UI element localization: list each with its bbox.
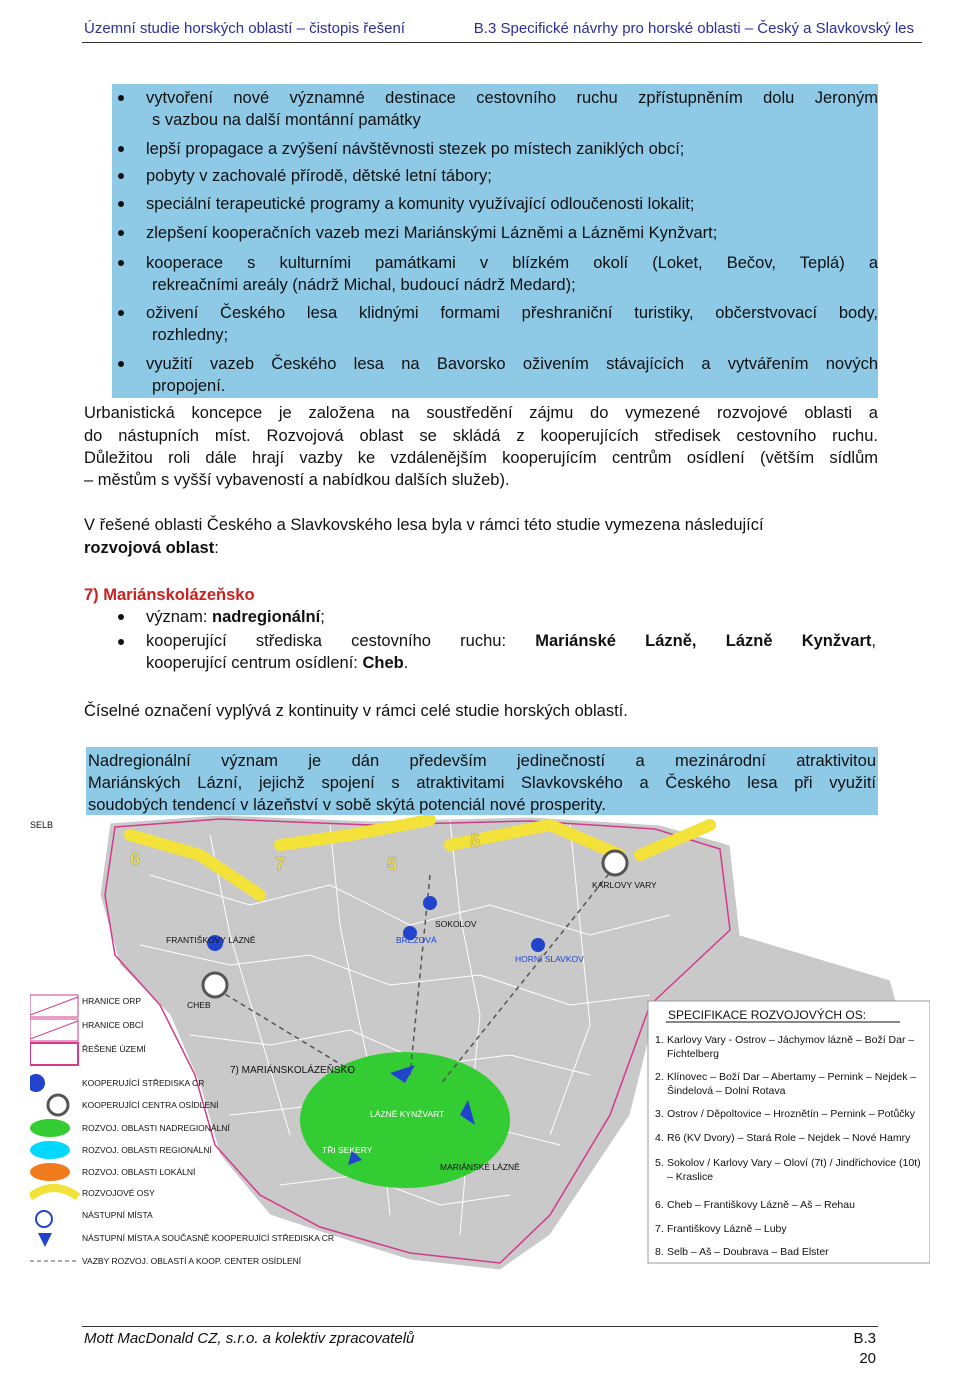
bullet-dot — [118, 146, 124, 152]
legend-label: KOOPERUJÍCÍ CENTRA OSÍDLENÍ — [82, 1100, 219, 1110]
label-selb: SELB — [30, 820, 54, 830]
spec-number: 1. — [655, 1034, 664, 1046]
region-settlement-centre — [146, 652, 878, 674]
bullet-dot — [118, 614, 124, 620]
spec-text: Františkovy Lázně – Luby — [667, 1223, 787, 1235]
footer-section: B.3 — [853, 1330, 876, 1347]
list-item: kooperace s kulturními památkami v blízkém okolí (Loket, Bečov, Teplá) a — [146, 254, 878, 272]
paragraph-line: – městům s vyšší vybaveností a nabídkou dalších služeb). — [84, 471, 510, 489]
bullet-dot — [118, 361, 124, 367]
spec-number: 3. — [655, 1108, 664, 1120]
place-label: HORNÍ SLAVKOV — [515, 954, 584, 964]
box-line: Mariánských Lázní, jejichž spojení s atraktivitami Slavkovského a Českého lesa při využití — [88, 774, 876, 792]
place-label: TŘI SEKERY — [322, 1145, 373, 1155]
bullet-dot — [118, 173, 124, 179]
punctuation: . — [403, 654, 409, 672]
bold-term: rozvojová oblast — [84, 539, 215, 557]
header-left: Územní studie horských oblastí – čistopis řešení — [84, 20, 405, 37]
spec-text: Cheb – Františkovy Lázně – Aš – Rehau — [667, 1199, 855, 1211]
place-label: CHEB — [187, 1000, 211, 1010]
box-line: Nadregionální význam je dán především jedinečností a mezinárodní atraktivitou — [88, 752, 876, 770]
paragraph-numbering-note: Číselné označení vyplývá z kontinuity v rámci celé studie horských oblastí. — [84, 702, 628, 720]
region-map-label: 7) MARIÁNSKOLÁZEŇSKO — [230, 1065, 356, 1076]
region-importance — [146, 606, 878, 628]
punctuation: ; — [320, 608, 325, 626]
spec-number: 6. — [655, 1199, 664, 1211]
list-item: pobyty v zachovalé přírodě, dětské letní tábory; — [146, 167, 492, 185]
list-item: oživení Českého lesa klidnými formami přeshraniční turistiky, občerstvovací body, — [146, 304, 878, 322]
place-label: FRANTIŠKOVY LÁZNĚ — [166, 935, 256, 945]
place-label: SOKOLOV — [435, 919, 477, 929]
legend-label: ROZVOJ. OBLASTI REGIONÁLNÍ — [82, 1145, 212, 1155]
axis-specification — [648, 1001, 930, 1263]
spec-text: Sokolov / Karlovy Vary – Oloví (7t) / Jindřichovice (10t) — [667, 1157, 921, 1169]
bullet-dot — [118, 310, 124, 316]
legend-label: HRANICE ORP — [82, 996, 142, 1006]
region-map — [30, 815, 930, 1275]
list-item: využití vazeb Českého lesa na Bavorsko oživením stávajících a vytvářením nových — [146, 355, 878, 373]
list-item-cont: rozhledny; — [152, 326, 229, 344]
list-item-cont: propojení. — [152, 377, 226, 395]
spec-title: SPECIFIKACE ROZVOJOVÝCH OS: — [668, 1008, 867, 1022]
spec-text: Karlovy Vary - Ostrov – Jáchymov lázně – Boží Dar – — [667, 1034, 915, 1046]
spec-text: R6 (KV Dvory) – Stará Role – Nejdek – Nové Hamry — [667, 1132, 911, 1144]
bullet-dot — [118, 201, 124, 207]
place-label: MARIÁNSKÉ LÁZNĚ — [440, 1162, 520, 1172]
region-tourism-centres — [146, 630, 876, 652]
axis-number: 5 — [470, 831, 481, 851]
label-text: kooperující střediska cestovního ruchu: — [146, 632, 536, 650]
legend-label: HRANICE OBCÍ — [82, 1020, 144, 1030]
bullet-dot — [118, 95, 124, 101]
place-label: BŘEZOVÁ — [396, 935, 437, 945]
legend-label: ŘEŠENÉ ÚZEMÍ — [82, 1044, 146, 1054]
axis-number: 5 — [387, 854, 398, 874]
spec-text: Ostrov / Děpoltovice – Hroznětín – Pernink – Potůčky — [667, 1108, 916, 1120]
paragraph-line: Důležitou roli dále hrají vazby ke vzdálenějším kooperujícím centrům osídlení (větším sídlům — [84, 449, 878, 467]
header-right: B.3 Specifické návrhy pro horské oblasti – Český a Slavkovský les — [473, 20, 914, 37]
list-item: vytvoření nové významné destinace cestovního ruchu zpřístupněním dolu Jeroným — [146, 89, 878, 107]
paragraph-line: V řešené oblasti Českého a Slavkovského lesa byla v rámci této studie vymezena následující — [84, 516, 764, 534]
punctuation: , — [871, 632, 876, 650]
place-label: KARLOVY VARY — [592, 880, 657, 890]
label-text: kooperující centrum osídlení: — [146, 654, 363, 672]
spec-number: 7. — [655, 1223, 664, 1235]
region-title: 7) Mariánskolázeňsko — [84, 586, 255, 604]
bullet-dot — [118, 230, 124, 236]
bold-term: Mariánské Lázně, Lázně Kynžvart — [535, 632, 872, 650]
axis-number: 6 — [130, 849, 141, 869]
legend-label: KOOPERUJÍCÍ STŘEDISKA CR — [82, 1078, 205, 1088]
footer-author: Mott MacDonald CZ, s.r.o. a kolektiv zpracovatelů — [84, 1330, 415, 1347]
spec-number: 4. — [655, 1132, 664, 1144]
list-item-cont: rekreačními areály (nádrž Michal, budoucí nádrž Medard); — [152, 276, 576, 294]
spec-text: Selb – Aš – Doubrava – Bad Elster — [667, 1246, 829, 1258]
spec-text: Fichtelberg — [667, 1048, 719, 1060]
list-item: speciální terapeutické programy a komunity využívající odloučenosti lokalit; — [146, 195, 695, 213]
punctuation: : — [214, 539, 219, 557]
page-number: 20 — [859, 1350, 876, 1367]
bullet-dot — [118, 639, 124, 645]
bullet-dot — [118, 260, 124, 266]
list-item: lepší propagace a zvýšení návštěvnosti stezek po místech zaniklých obcí; — [146, 140, 685, 158]
legend-label: NÁSTUPNÍ MÍSTA — [82, 1210, 153, 1220]
paragraph-line — [84, 537, 878, 559]
spec-number: 8. — [655, 1246, 664, 1258]
legend-label: NÁSTUPNÍ MÍSTA A SOUČASNĚ KOOPERUJÍCÍ STŘEDISKA CR — [82, 1233, 335, 1243]
list-item: zlepšení kooperačních vazeb mezi Mariánskými Lázněmi a Lázněmi Kynžvart; — [146, 224, 718, 242]
label-text: význam: — [146, 608, 213, 626]
footer-divider — [82, 1326, 878, 1327]
spec-text: Klínovec – Boží Dar – Abertamy – Pernink – Nejdek – — [667, 1071, 917, 1083]
legend-label: ROZVOJ. OBLASTI NADREGIONÁLNÍ — [82, 1123, 230, 1133]
place-label: LÁZNĚ KYNŽVART — [370, 1109, 445, 1119]
spec-text: – Kraslice — [667, 1171, 714, 1183]
axis-number: 7 — [275, 854, 286, 874]
box-line: soudobých tendencí v lázeňství v sobě skýtá potenciál nové prosperity. — [88, 796, 606, 814]
spec-number: 5. — [655, 1157, 664, 1169]
legend-label: VAZBY ROZVOJ. OBLASTÍ A KOOP. CENTER OSÍDLENÍ — [82, 1256, 302, 1266]
paragraph-line: Urbanistická koncepce je založena na soustředění zájmu do vymezené rozvojové oblasti a — [84, 404, 878, 422]
legend-label: ROZVOJ. OBLASTI LOKÁLNÍ — [82, 1167, 196, 1177]
header-divider — [82, 42, 922, 43]
legend-label: ROZVOJOVÉ OSY — [82, 1188, 155, 1198]
bold-term: Cheb — [362, 654, 404, 672]
bold-term: nadregionální — [212, 608, 321, 626]
list-item-cont: s vazbou na další montánní památky — [152, 111, 421, 129]
spec-text: Šindelová – Dolní Rotava — [667, 1085, 786, 1097]
spec-number: 2. — [655, 1071, 664, 1083]
paragraph-line: do nástupních míst. Rozvojová oblast se skládá z kooperujících středisek cestovního ruchu. — [84, 427, 878, 445]
